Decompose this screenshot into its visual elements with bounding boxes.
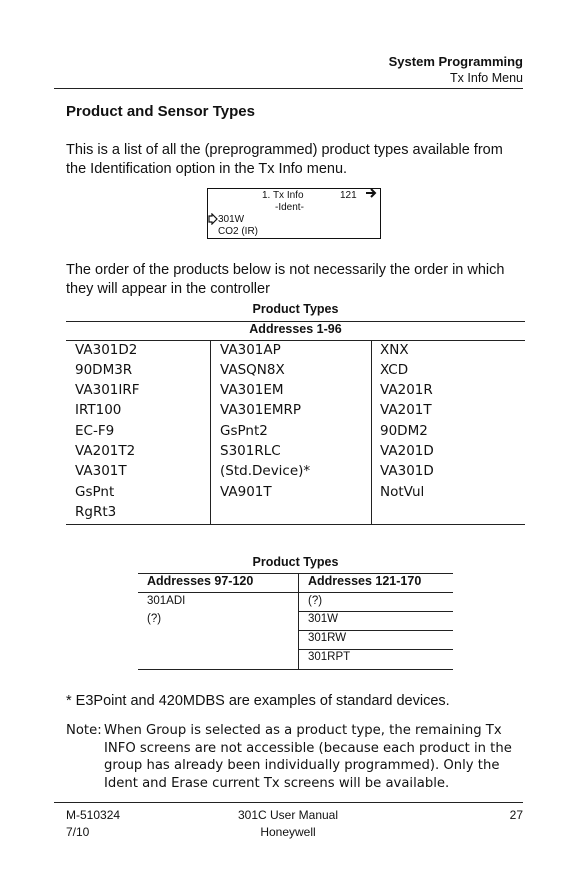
table-cell: VA301IRF [75,382,140,398]
footer-company: Honeywell [260,825,316,839]
table-cell: (?) [147,613,162,625]
lcd-line1: 1. Tx Info [262,190,304,201]
table-cell: NotVul [380,484,425,500]
header-rule [54,88,523,89]
table-cell: VA301EM [220,382,284,398]
header-title: System Programming [388,54,523,69]
header-subtitle: Tx Info Menu [450,71,523,85]
table1-divider-1 [210,340,211,524]
table1-bottom-rule [66,524,525,525]
table2-row-rule [298,630,453,631]
table2-bottom-rule [138,669,453,670]
intro-paragraph: This is a list of all the (preprogrammed) product types available from the Identification option in the Tx Info menu. [66,142,503,177]
lcd-line3: 301W [218,214,245,225]
table1-header-rule [66,340,525,341]
table2-header-1: Addresses 97-120 [147,574,254,588]
order-note: The order of the products below is not necessarily the order in which they will appear in the controller [66,262,505,297]
table-cell: VA301D [380,463,434,479]
table-cell: VA201R [380,382,433,398]
footer-doc-number: M-510324 [66,808,121,822]
footnote: * E3Point and 420MDBS are examples of standard devices. [66,693,450,709]
table1-header: Addresses 1-96 [249,322,342,336]
table-cell: VASQN8X [220,362,285,378]
note-label: Note: [66,723,102,738]
table-cell: XCD [380,362,409,378]
table1-caption: Product Types [252,302,339,316]
table-cell: 301RPT [308,651,351,663]
table2-header-2: Addresses 121-170 [308,574,422,588]
table-cell: (?) [308,595,323,607]
section-title: Product and Sensor Types [66,103,255,120]
table-cell: VA301EMRP [220,402,302,418]
table-cell: VA201T2 [75,443,136,459]
table-cell: 301ADI [147,595,186,607]
footer-date: 7/10 [66,825,90,839]
table-cell: 301RW [308,632,347,644]
table1-divider-2 [371,340,372,524]
table-cell: VA201D [380,443,434,459]
lcd-line4: CO2 (IR) [218,226,258,237]
table-cell: (Std.Device)* [220,463,311,479]
table-cell: EC-F9 [75,423,115,439]
pointer-arrow-icon [208,213,218,229]
table-cell: RgRt3 [75,504,117,520]
table-cell: S301RLC [220,443,281,459]
lcd-line2: -Ident- [275,202,304,213]
table-cell: XNX [380,342,409,358]
table-cell: IRT100 [75,402,122,418]
arrow-right-icon [365,187,377,203]
table-cell: VA301T [75,463,127,479]
page-number: 27 [509,808,523,822]
lcd-number: 121 [340,190,357,201]
table2-divider [298,573,299,669]
table-cell: VA201T [380,402,432,418]
table2-row-rule [298,611,453,612]
table2-caption: Product Types [252,555,339,569]
note-body: When Group is selected as a product type, the remaining Tx INFO screens are not accessible (because each product in the group has already been individually programmed). Only the Ident and Erase current Tx screens will be available. [104,723,512,791]
table2-header-rule [138,592,453,593]
table-cell: VA301AP [220,342,281,358]
table-cell: VA901T [220,484,272,500]
table-cell: GsPnt2 [220,423,268,439]
table-cell: 301W [308,613,339,625]
lcd-display [207,188,381,239]
footer-rule [54,802,523,803]
table-cell: GsPnt [75,484,115,500]
table-cell: VA301D2 [75,342,138,358]
table2-row-rule [298,649,453,650]
footer-manual: 301C User Manual [237,808,339,822]
table-cell: 90DM3R [75,362,133,378]
table-cell: 90DM2 [380,423,428,439]
